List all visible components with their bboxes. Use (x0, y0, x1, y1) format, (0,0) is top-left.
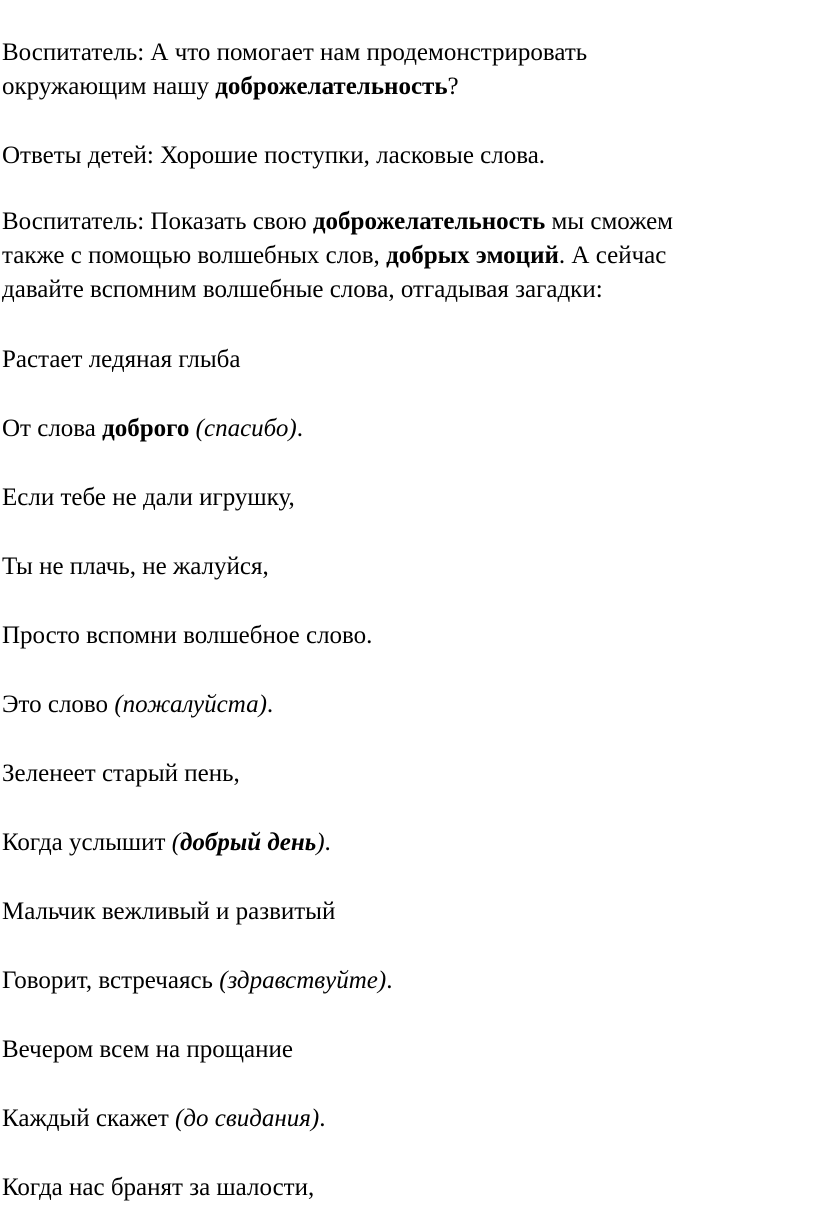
riddle-answer: (здравствуйте) (219, 967, 387, 994)
riddle-line: Просто вспомни волшебное слово. (2, 622, 373, 649)
riddle-line: Зеленеет старый пень, (2, 760, 240, 787)
text-line: окружающим нашу доброжелательность? (2, 73, 459, 100)
text-line: также с помощью волшебных слов, добрых эмоций. А сейчас (2, 242, 667, 269)
riddle-line: Мальчик вежливый и развитый (2, 898, 336, 925)
text-line: давайте вспомним волшебные слова, отгадывая загадки: (2, 276, 603, 303)
paragraph-teacher-explanation (2, 205, 802, 307)
riddle-line: Растает ледяная глыба (2, 346, 241, 373)
bold-term: доброго (102, 415, 190, 442)
riddle-line: Каждый скажет (до свидания). (2, 1105, 326, 1132)
riddle-answer: (пожалуйста) (114, 691, 267, 718)
riddle-line: Если тебе не дали игрушку, (2, 484, 295, 511)
riddle-answer: (добрый день) (171, 829, 325, 856)
riddle-line: Это слово (пожалуйста). (2, 691, 274, 718)
text-line: Воспитатель: Показать свою доброжелательность мы сможем (2, 208, 674, 235)
riddle-answer: (до свидания) (175, 1105, 320, 1132)
paragraph-children-answers (2, 139, 802, 173)
riddle-line: Когда услышит (добрый день). (2, 829, 331, 856)
bold-term: добрых эмоций (386, 242, 559, 269)
riddle-line: Когда нас бранят за шалости, (2, 1174, 315, 1201)
text-line: Ответы детей: Хорошие поступки, ласковые слова. (2, 142, 546, 169)
bold-term: доброжелательность (312, 208, 546, 235)
riddle-line: Вечером всем на прощание (2, 1036, 293, 1063)
text-line: Воспитатель: А что помогает нам продемонстрировать (2, 39, 588, 66)
bold-term: доброжелательность (215, 73, 448, 100)
riddle-line: Говорит, встречаясь (здравствуйте). (2, 967, 393, 994)
riddle-line: От слова доброго (спасибо). (2, 415, 303, 442)
riddle-line: Ты не плачь, не жалуйся, (2, 553, 269, 580)
riddle-answer: (спасибо) (195, 415, 297, 442)
paragraph-teacher-question (2, 36, 802, 104)
